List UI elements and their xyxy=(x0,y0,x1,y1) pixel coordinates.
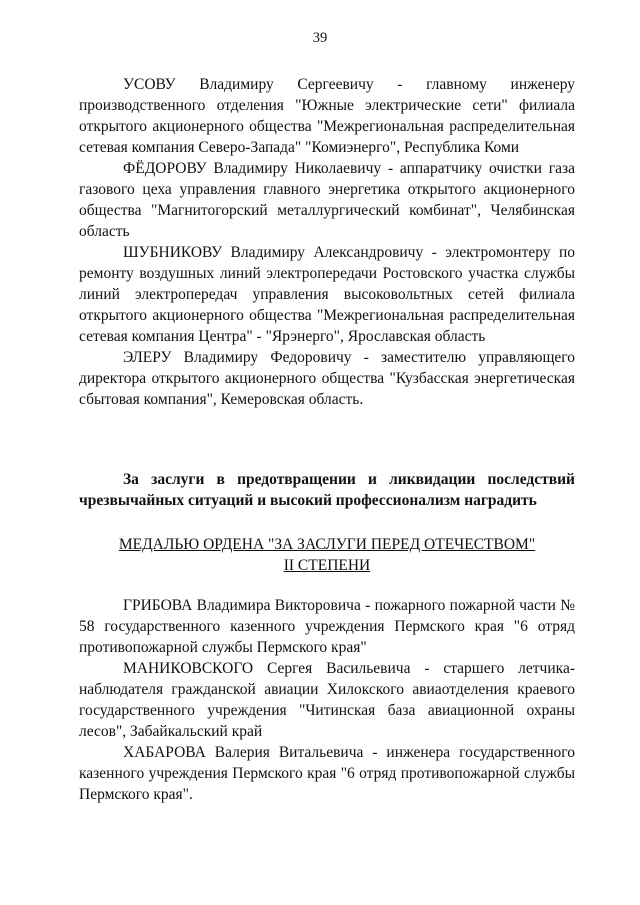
award-heading: За заслуги в предотвращении и ликвидации последствий чрезвычайных ситуаций и высокий профессионализм наградить xyxy=(79,471,575,509)
award-title-line-2: II СТЕПЕНИ xyxy=(283,557,371,574)
recipient-entry: УСОВУ Владимиру Сергеевичу - главному инженеру производственного отделения "Южные электрические сети" филиала открытого акционерного общества "Межрегиональная распределительная сетевая компания Северо-Запада" "Комиэнерго", Республика Коми xyxy=(79,76,575,156)
recipient-entry: МАНИКОВСКОГО Сергея Васильевича - старшего летчика-наблюдателя гражданской авиации Хилокского авиаотделения краевого государственного учреждения "Читинская база авиационной охраны лесов", Забайкальский край xyxy=(79,660,575,740)
page-number: 39 xyxy=(312,30,328,46)
recipient-entry: ШУБНИКОВУ Владимиру Александровичу - электромонтеру по ремонту воздушных линий электропередачи Ростовского участка службы линий электропередач управления высоковольтных сетей филиала открытого акционерного общества "Межрегиональная распределительная сетевая компания Центра" - "Ярэнерго", Ярославская область xyxy=(79,244,575,345)
award-title xyxy=(79,534,575,576)
recipient-entry: ХАБАРОВА Валерия Витальевича - инженера государственного казенного учреждения Пермского края "6 отряд противопожарной службы Пермского края". xyxy=(79,744,575,803)
award-recipients-list-top xyxy=(79,74,575,410)
recipient-entry: ЭЛЕРУ Владимиру Федоровичу - заместителю управляющего директора открытого акционерного общества "Кузбасская энергетическая сбытовая компания", Кемеровская область. xyxy=(79,349,575,408)
recipient-entry: ФЁДОРОВУ Владимиру Николаевичу - аппаратчику очистки газа газового цеха управления главного энергетика открытого акционерного общества "Магнитогорский металлургический комбинат", Челябинская область xyxy=(79,160,575,240)
award-recipients-list-bottom xyxy=(79,595,575,805)
recipient-entry: ГРИБОВА Владимира Викторовича - пожарного пожарной части № 58 государственного казенного учреждения Пермского края "6 отряд противопожарной службы Пермского края" xyxy=(79,597,575,656)
award-title-line-1: МЕДАЛЬЮ ОРДЕНА "ЗА ЗАСЛУГИ ПЕРЕД ОТЕЧЕСТВОМ" xyxy=(118,536,536,553)
